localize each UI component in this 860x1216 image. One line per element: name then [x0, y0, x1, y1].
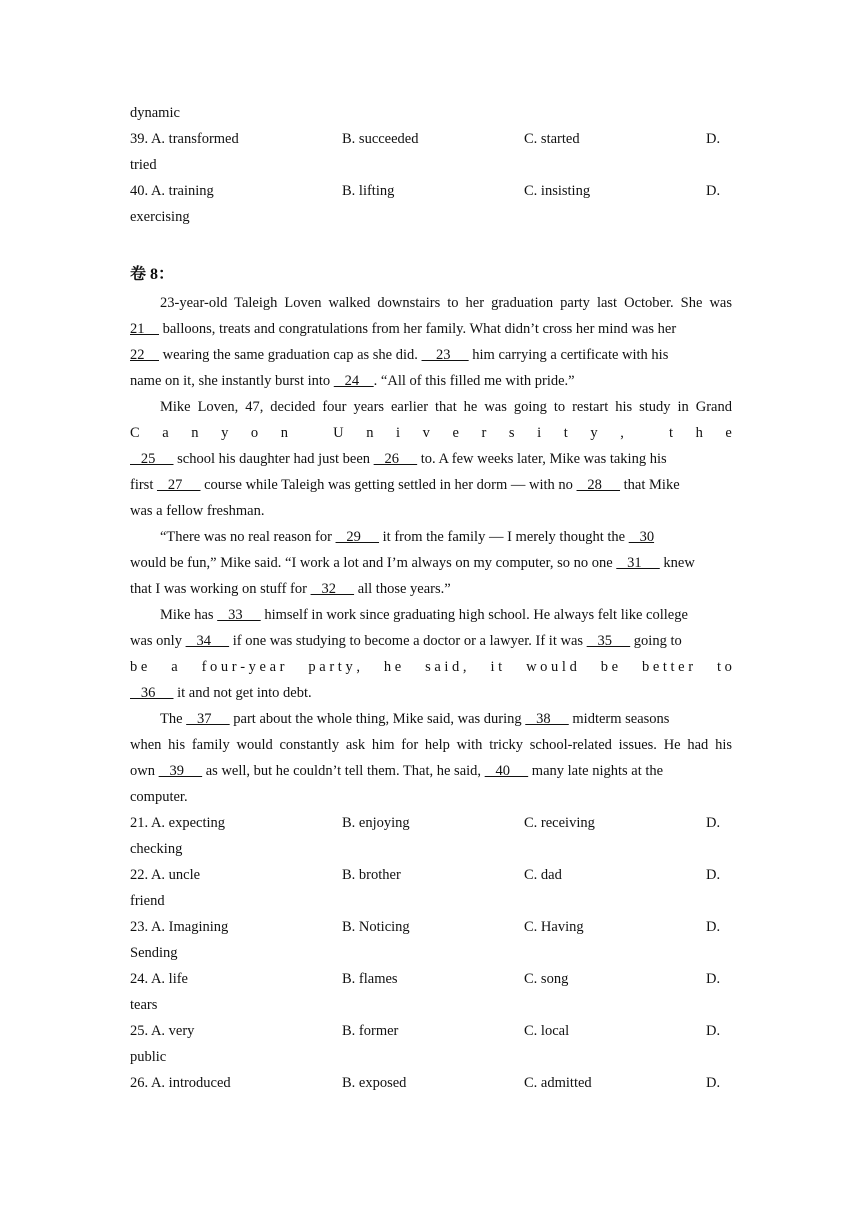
option-continuation [130, 836, 732, 862]
option-continuation [130, 152, 732, 178]
blank-28[interactable]: 28 [576, 477, 621, 493]
passage-line: Mike Loven, 47, decided four years earlier that he was going to restart his study in Grand [160, 399, 732, 415]
option-c: C. insisting [524, 183, 591, 199]
option-d-text: exercising [130, 209, 190, 225]
option-d-text[interactable]: Sending [130, 945, 178, 961]
option-d-label[interactable]: D. [706, 815, 721, 831]
option-continuation [130, 1044, 732, 1070]
option-c[interactable]: C. receiving [524, 815, 595, 831]
question-options [130, 966, 732, 992]
question-options [130, 914, 732, 940]
passage-line: 25 school his daughter had just been 26 to. A few weeks later, Mike was taking his [130, 451, 667, 467]
option-a[interactable]: 21. A. expecting [130, 815, 226, 831]
question-options [130, 1018, 732, 1044]
option-a[interactable]: 26. A. introduced [130, 1075, 231, 1091]
option-d-label[interactable]: D. [706, 919, 721, 935]
passage-line: name on it, she instantly burst into 24 . “All of this filled me with pride.” [130, 373, 575, 389]
option-c[interactable]: C. Having [524, 919, 584, 935]
blank-29[interactable]: 29 [335, 529, 380, 545]
option-d-label: D. [706, 183, 721, 199]
option-b[interactable]: B. enjoying [342, 815, 410, 831]
option-a[interactable]: 23. A. Imagining [130, 919, 229, 935]
option-a[interactable]: 25. A. very [130, 1023, 195, 1039]
option-d-label[interactable]: D. [706, 867, 721, 883]
option-b: B. lifting [342, 183, 395, 199]
option-continuation [130, 100, 732, 126]
blank-37[interactable]: 37 [186, 711, 230, 727]
option-d-text[interactable]: friend [130, 893, 165, 909]
section-title: 卷 8： [130, 266, 175, 283]
blank-23[interactable]: 23 [421, 347, 469, 363]
passage-line: 22 wearing the same graduation cap as she did. 23 him carrying a certificate with his [130, 347, 669, 363]
question-40-options [130, 178, 732, 204]
option-a: 40. A. training [130, 183, 214, 199]
option-b[interactable]: B. former [342, 1023, 399, 1039]
passage [130, 290, 732, 810]
option-b[interactable]: B. brother [342, 867, 401, 883]
option-b: B. succeeded [342, 131, 419, 147]
blank-38[interactable]: 38 [525, 711, 569, 727]
question-options [130, 810, 732, 836]
option-d-label[interactable]: D. [706, 1023, 721, 1039]
blank-36[interactable]: 36 [130, 685, 174, 701]
passage-line: that I was working on stuff for 32 all those years.” [130, 581, 451, 597]
option-continuation [130, 940, 732, 966]
passage-line-spaced: C a n y o n U n i v e r s i t y , t h e [130, 425, 732, 441]
option-d-label[interactable]: D. [706, 971, 721, 987]
option-continuation [130, 888, 732, 914]
question-list [130, 810, 732, 1096]
option-a[interactable]: 22. A. uncle [130, 867, 201, 883]
option-c[interactable]: C. admitted [524, 1075, 592, 1091]
blank-35[interactable]: 35 [586, 633, 631, 649]
passage-line: own 39 as well, but he couldn’t tell them. That, he said, 40 many late nights at the [130, 763, 664, 779]
passage-line-spaced: b e a f o u r - y e a r p a r t y , h e s a i d , i t w o u l d b e b e t t e r t o [130, 659, 732, 675]
blank-24[interactable]: 24 [333, 373, 374, 389]
question-options [130, 1070, 732, 1096]
option-d-text[interactable]: public [130, 1049, 167, 1065]
option-b[interactable]: B. flames [342, 971, 398, 987]
option-b[interactable]: B. Noticing [342, 919, 410, 935]
blank-26[interactable]: 26 [373, 451, 418, 467]
question-39-options [130, 126, 732, 152]
passage-line: was only 34 if one was studying to become a doctor or a lawyer. If it was 35 going to [130, 633, 682, 649]
option-d-text: tried [130, 157, 157, 173]
blank-33[interactable]: 33 [217, 607, 261, 623]
passage-line: 23-year-old Taleigh Loven walked downstairs to her graduation party last October. She was [160, 295, 732, 311]
option-continuation [130, 992, 732, 1018]
blank-22[interactable]: 22 [130, 347, 159, 363]
passage-line: first 27 course while Taleigh was getting settled in her dorm — with no 28 that Mike [130, 477, 680, 493]
blank-32[interactable]: 32 [310, 581, 355, 597]
blank-39[interactable]: 39 [158, 763, 203, 779]
option-c: C. started [524, 131, 580, 147]
document-page [130, 100, 732, 1096]
option-d-label: D. [706, 131, 721, 147]
option-d-label[interactable]: D. [706, 1075, 721, 1091]
blank-31[interactable]: 31 [616, 555, 660, 571]
option-a: 39. A. transformed [130, 131, 239, 147]
passage-line: “There was no real reason for 29 it from the family — I merely thought the 30 [160, 529, 655, 545]
blank-25[interactable]: 25 [130, 451, 174, 467]
blank-34[interactable]: 34 [185, 633, 230, 649]
blank-30[interactable]: 30 [628, 529, 655, 545]
passage-line: when his family would constantly ask him for help with tricky school-related issues. He had his [130, 737, 732, 753]
passage-line: would be fun,” Mike said. “I work a lot and I’m always on my computer, so no one 31 knew [130, 555, 695, 571]
passage-line: 36 it and not get into debt. [130, 685, 312, 701]
option-b[interactable]: B. exposed [342, 1075, 407, 1091]
blank-40[interactable]: 40 [484, 763, 529, 779]
option-d-text[interactable]: checking [130, 841, 183, 857]
option-c[interactable]: C. dad [524, 867, 562, 883]
option-continuation [130, 204, 732, 230]
blank-27[interactable]: 27 [156, 477, 201, 493]
option-d-text[interactable]: tears [130, 997, 158, 1013]
option-c[interactable]: C. song [524, 971, 569, 987]
passage-line: computer. [130, 789, 188, 805]
passage-line: 21 balloons, treats and congratulations from her family. What didn’t cross her mind was her [130, 321, 677, 337]
passage-line: was a fellow freshman. [130, 503, 265, 519]
option-c[interactable]: C. local [524, 1023, 570, 1039]
question-options [130, 862, 732, 888]
option-d-text: dynamic [130, 105, 180, 121]
passage-line: The 37 part about the whole thing, Mike said, was during 38 midterm seasons [160, 711, 670, 727]
option-a[interactable]: 24. A. life [130, 971, 188, 987]
passage-line: Mike has 33 himself in work since graduating high school. He always felt like college [160, 607, 688, 623]
blank-21[interactable]: 21 [130, 321, 159, 337]
